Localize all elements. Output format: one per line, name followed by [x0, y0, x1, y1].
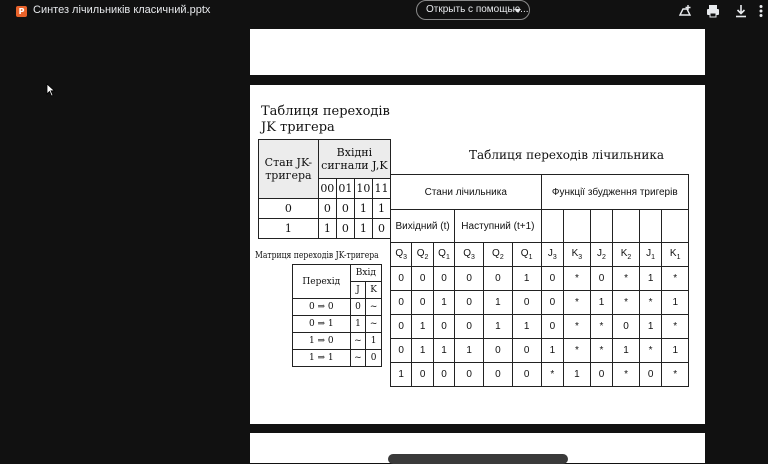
j-cell: 1 — [350, 316, 366, 333]
slide-navigation-bar[interactable] — [388, 454, 568, 464]
table-cell: 1 — [639, 267, 662, 291]
table-cell: * — [662, 315, 689, 339]
functions-header: Функції збудження тригерів — [541, 175, 688, 210]
column-header-row — [391, 243, 689, 267]
value-cell: 1 — [372, 199, 390, 219]
table-cell: * — [541, 363, 564, 387]
table-cell: * — [662, 363, 689, 387]
slide-current — [250, 85, 705, 424]
table-row — [293, 333, 382, 350]
table-cell: * — [613, 267, 639, 291]
input-code: 01 — [336, 179, 354, 199]
next-state-header: Наступний (t+1) — [455, 210, 541, 243]
mouse-cursor-icon — [46, 83, 56, 97]
empty-header-cell — [662, 210, 689, 243]
table-cell: 1 — [391, 363, 412, 387]
jk-transition-table — [258, 139, 391, 239]
slide-thumbnail-previous[interactable] — [250, 29, 705, 75]
states-header: Стани лічильника — [391, 175, 542, 210]
table-cell: 0 — [484, 363, 513, 387]
j-header: J — [350, 282, 366, 299]
table-cell: 1 — [639, 315, 662, 339]
jk-matrix-table — [292, 264, 382, 367]
table-cell: 0 — [541, 291, 564, 315]
table-cell: * — [613, 363, 639, 387]
empty-header-cell — [590, 210, 613, 243]
table-cell: 0 — [391, 267, 412, 291]
table-cell: * — [564, 291, 590, 315]
table-row — [391, 339, 689, 363]
matrix-title: Матриця переходів JK-тригера — [255, 251, 379, 261]
empty-header-cell — [541, 210, 564, 243]
transition-cell: 0 ⇒ 1 — [293, 316, 351, 333]
empty-header-cell — [613, 210, 639, 243]
chevron-down-icon — [515, 9, 521, 13]
file-title: Синтез лічильників класичний.pptx — [33, 4, 211, 16]
input-code: 10 — [354, 179, 372, 199]
table-cell: * — [639, 291, 662, 315]
table-cell: 1 — [613, 339, 639, 363]
value-cell: 0 — [336, 199, 354, 219]
table-cell: 0 — [639, 363, 662, 387]
k-header: K — [366, 282, 382, 299]
table-cell: * — [590, 315, 613, 339]
output-state-header: Вихідний (t) — [391, 210, 455, 243]
value-cell: 1 — [318, 219, 336, 239]
table-cell: 0 — [455, 363, 484, 387]
column-header: $Q_1$ — [512, 243, 541, 267]
table-cell: 0 — [412, 291, 433, 315]
empty-header-cell — [639, 210, 662, 243]
table-cell: 0 — [613, 315, 639, 339]
table-cell: 0 — [391, 315, 412, 339]
open-with-label: Открыть с помощью... — [426, 4, 529, 15]
table-cell: 1 — [512, 315, 541, 339]
table-cell: 1 — [590, 291, 613, 315]
k-cell: 0 — [366, 350, 382, 367]
table-cell: 1 — [541, 339, 564, 363]
value-cell: 1 — [354, 219, 372, 239]
column-header: $Q_3$ — [391, 243, 412, 267]
table-cell: 0 — [433, 315, 454, 339]
table-cell: 0 — [590, 267, 613, 291]
table-cell: 0 — [455, 267, 484, 291]
table-cell: 0 — [412, 267, 433, 291]
table-cell: 0 — [590, 363, 613, 387]
k-cell: 1 — [366, 333, 382, 350]
value-cell: 0 — [336, 219, 354, 239]
counter-table-title: Таблиця переходів лічильника — [469, 148, 664, 162]
open-with-button[interactable] — [416, 0, 530, 20]
more-vert-icon[interactable] — [756, 3, 766, 19]
input-code: 11 — [372, 179, 390, 199]
table-cell: 1 — [433, 339, 454, 363]
table-cell: * — [564, 339, 590, 363]
table-row — [391, 291, 689, 315]
j-cell: ~ — [350, 333, 366, 350]
column-header: $K_1$ — [662, 243, 689, 267]
column-header: $Q_3$ — [455, 243, 484, 267]
transition-cell: 1 ⇒ 1 — [293, 350, 351, 367]
value-cell: 1 — [354, 199, 372, 219]
table-cell: 0 — [455, 315, 484, 339]
value-cell: 0 — [372, 219, 390, 239]
j-cell: 0 — [350, 299, 366, 316]
table-cell: 0 — [484, 339, 513, 363]
table-row — [391, 315, 689, 339]
add-to-drive-icon[interactable] — [677, 3, 693, 19]
table-cell: 0 — [512, 339, 541, 363]
table-cell: * — [590, 339, 613, 363]
table-cell: 1 — [433, 291, 454, 315]
powerpoint-file-icon: P — [16, 6, 27, 17]
column-header: $J_2$ — [590, 243, 613, 267]
column-header: $K_2$ — [613, 243, 639, 267]
table-cell: 0 — [391, 339, 412, 363]
column-header: $K_3$ — [564, 243, 590, 267]
column-header: $Q_2$ — [484, 243, 513, 267]
state-header: Стан JK-тригера — [259, 140, 319, 199]
table-cell: 1 — [662, 339, 689, 363]
input-header: Вхідні сигнали J,K — [318, 140, 390, 179]
matrix-input-header: Вхід — [350, 265, 381, 282]
column-header: $J_3$ — [541, 243, 564, 267]
table-cell: 0 — [484, 267, 513, 291]
transition-cell: 0 ⇒ 0 — [293, 299, 351, 316]
table-cell: 0 — [512, 291, 541, 315]
table-cell: 0 — [541, 267, 564, 291]
table-row — [293, 299, 382, 316]
empty-header-cell — [564, 210, 590, 243]
table-cell: 0 — [455, 291, 484, 315]
table-cell: 0 — [541, 315, 564, 339]
table-cell: 1 — [662, 291, 689, 315]
table-row — [391, 363, 689, 387]
column-header: $J_1$ — [639, 243, 662, 267]
table-row — [293, 350, 382, 367]
table-cell: * — [662, 267, 689, 291]
download-icon[interactable] — [733, 3, 749, 19]
j-cell: ~ — [350, 350, 366, 367]
k-cell: ~ — [366, 316, 382, 333]
table-cell: 0 — [433, 267, 454, 291]
table-row — [259, 219, 391, 239]
table-cell: 1 — [512, 267, 541, 291]
table-cell: 1 — [564, 363, 590, 387]
transition-header: Перехід — [293, 265, 351, 299]
table-cell: 1 — [455, 339, 484, 363]
table-cell: 1 — [484, 291, 513, 315]
transition-cell: 1 ⇒ 0 — [293, 333, 351, 350]
table-cell: * — [613, 291, 639, 315]
table-cell: 0 — [412, 363, 433, 387]
state-cell: 1 — [259, 219, 319, 239]
viewer-toolbar — [0, 0, 768, 22]
column-header: $Q_1$ — [433, 243, 454, 267]
table-cell: 0 — [391, 291, 412, 315]
input-code: 00 — [318, 179, 336, 199]
counter-transition-table — [390, 174, 689, 387]
table-cell: 0 — [512, 363, 541, 387]
table-row — [259, 199, 391, 219]
table-cell: 1 — [484, 315, 513, 339]
table-cell: * — [564, 267, 590, 291]
table-cell: 1 — [412, 339, 433, 363]
table-cell: 1 — [412, 315, 433, 339]
column-header: $Q_2$ — [412, 243, 433, 267]
jk-table-title: Таблиця переходів JK тригера — [261, 104, 390, 135]
k-cell: ~ — [366, 299, 382, 316]
table-cell: 0 — [433, 363, 454, 387]
state-cell: 0 — [259, 199, 319, 219]
table-row — [391, 267, 689, 291]
print-icon[interactable] — [705, 3, 721, 19]
value-cell: 0 — [318, 199, 336, 219]
table-row — [293, 316, 382, 333]
table-cell: * — [639, 339, 662, 363]
table-cell: * — [564, 315, 590, 339]
